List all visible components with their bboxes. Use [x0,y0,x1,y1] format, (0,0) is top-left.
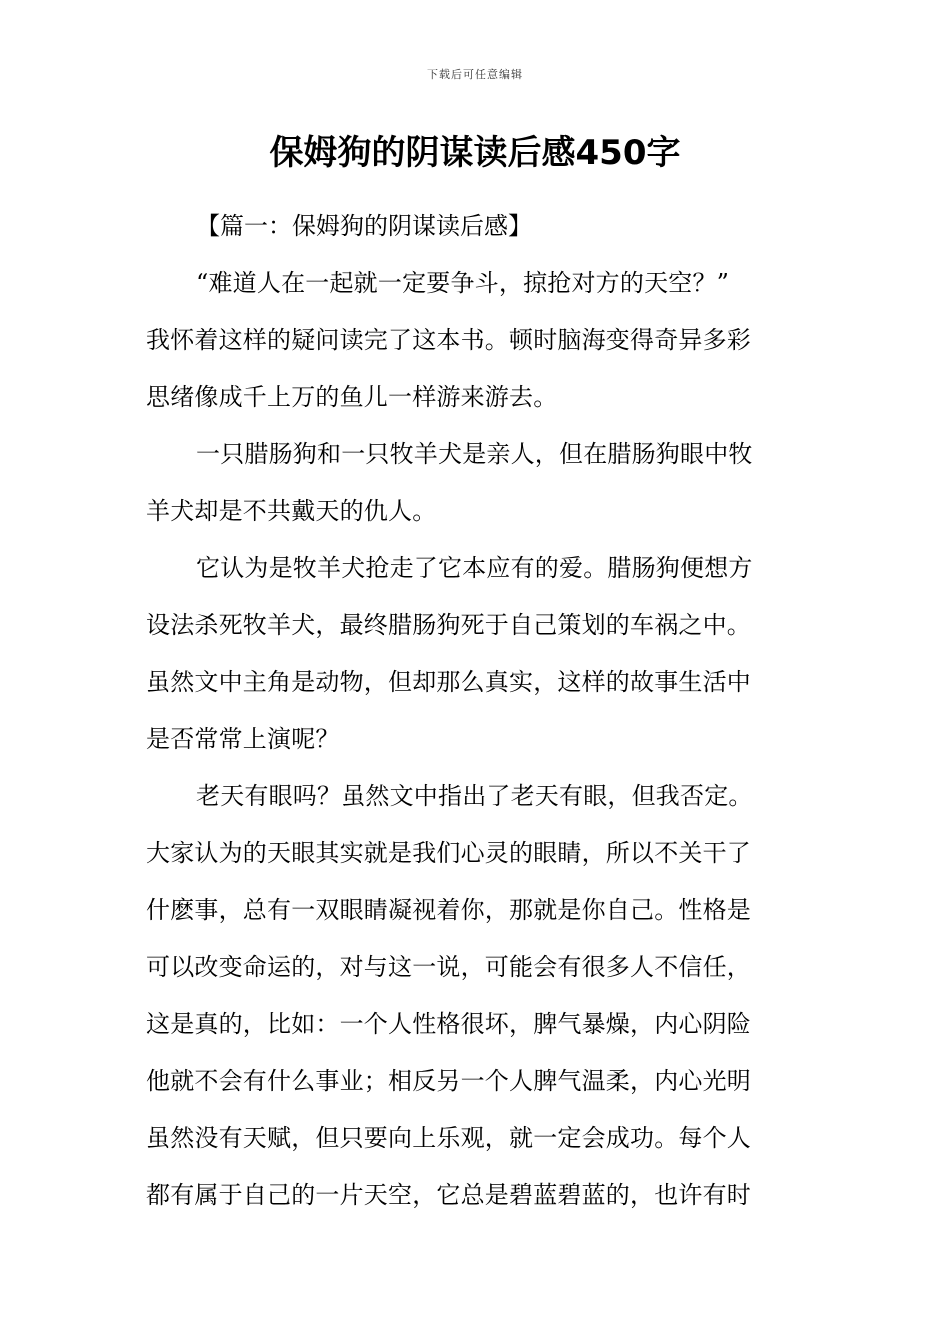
paragraph-2 [146,426,808,540]
paragraph-line: 这是真的，比如：一个人性格很坏，脾气暴燥，内心阴险 [146,1010,751,1038]
paragraph-line: 羊犬却是不共戴天的仇人。 [146,497,437,525]
paragraph-line: 它认为是牧羊犬抢走了它本应有的爱。腊肠狗便想方 [196,554,753,582]
paragraph-line: 是否常常上演呢？ [146,725,340,753]
paragraph-line: 什麽事，总有一双眼睛凝视着你，那就是你自己。性格是 [146,896,751,924]
document-title: 保姆狗的阴谋读后感450字 [269,133,681,173]
paragraph-line: 虽然没有天赋，但只要向上乐观，就一定会成功。每个人 [146,1124,751,1152]
paragraph-line: 大家认为的天眼其实就是我们心灵的眼睛，所以不关干了 [146,839,751,867]
paragraph-line: 设法杀死牧羊犬，最终腊肠狗死于自己策划的车祸之中。 [146,611,751,639]
paragraph-line: 一只腊肠狗和一只牧羊犬是亲人，但在腊肠狗眼中牧 [196,440,753,468]
paragraph-line: 都有属于自己的一片天空，它总是碧蓝碧蓝的，也许有时 [146,1181,751,1209]
paragraph-line: 他就不会有什么事业；相反另一个人脾气温柔，内心光明 [146,1067,751,1095]
paragraph-3 [146,540,808,768]
section-heading: 【篇一：保姆狗的阴谋读后感】 [196,212,532,240]
paragraph-1 [146,255,808,426]
paragraph-line: 老天有眼吗？虽然文中指出了老天有眼，但我否定。 [196,782,753,810]
header-note: 下载后可任意编辑 [427,68,523,81]
paragraph-line: 思绪像成千上万的鱼儿一样游来游去。 [146,383,558,411]
paragraph-line: 我怀着这样的疑问读完了这本书。顿时脑海变得奇异多彩 [146,326,751,354]
paragraph-line: 可以改变命运的，对与这一说，可能会有很多人不信任， [146,953,751,981]
paragraph-line: “难道人在一起就一定要争斗，掠抢对方的天空？” [196,269,730,297]
paragraph-4 [146,768,808,1224]
paragraph-line: 虽然文中主角是动物，但却那么真实，这样的故事生活中 [146,668,751,696]
document-body [146,198,808,1224]
